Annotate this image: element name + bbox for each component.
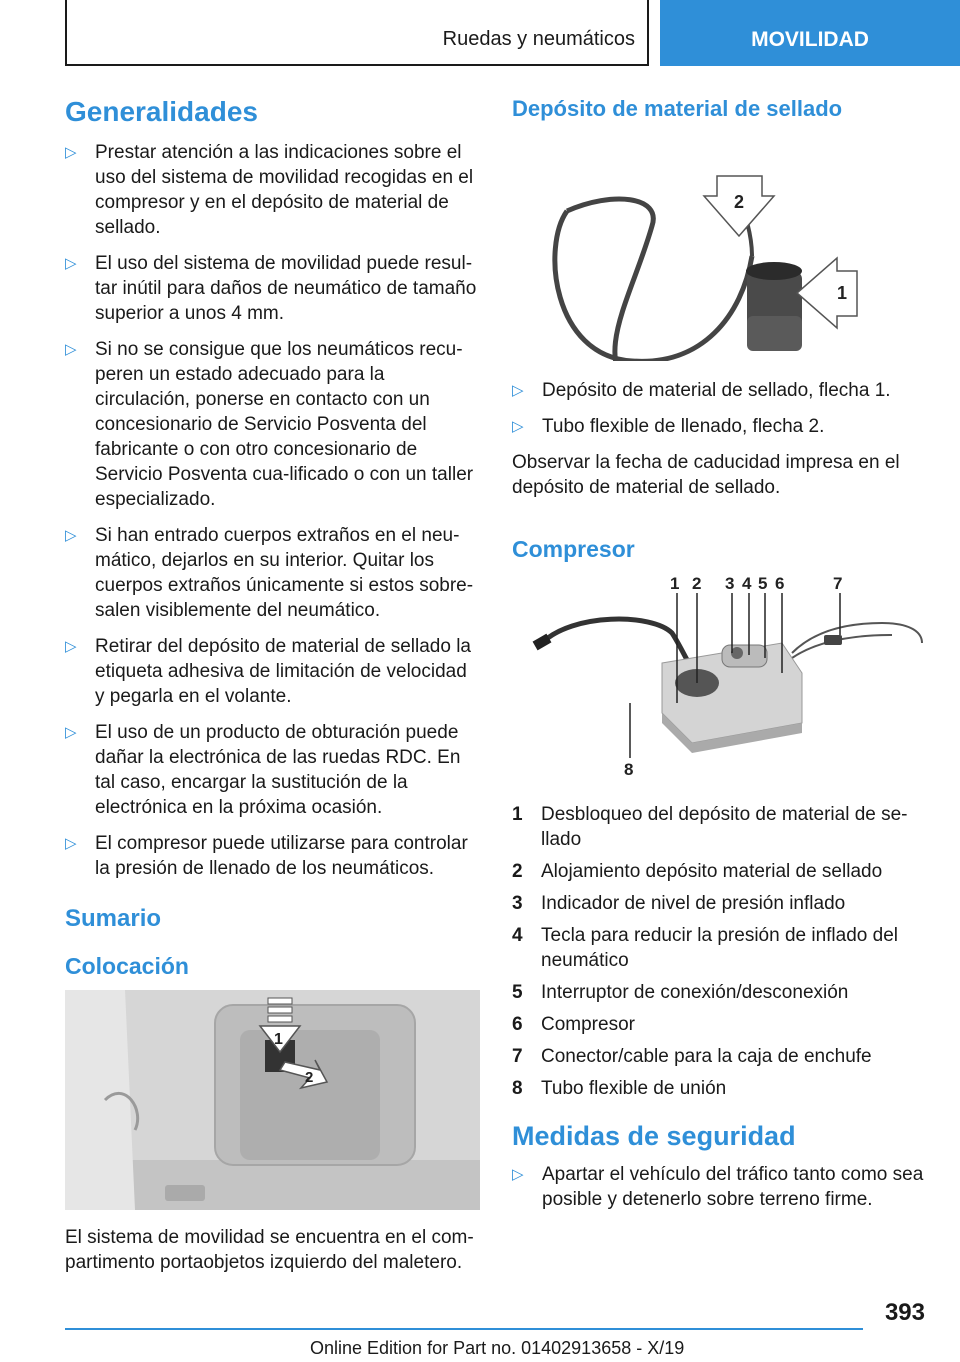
legend-item: 8 Tubo flexible de unión	[512, 1078, 727, 1099]
callout-7: 7	[833, 574, 843, 593]
footer-edition: Online Edition for Part no. 01402913658 - X/19	[310, 1338, 685, 1358]
list-item: ▷ El uso de un producto de obturación puede dañar la electrónica de las ruedas RDC. En tal caso, encargar la sustitución de la electrónica en la próxima ocasión.	[65, 722, 461, 818]
list-item: ▷ Prestar atención a las indicaciones sobre el uso del sistema de movilidad recogidas en el compresor y en el depósito de material de sellado.	[65, 142, 474, 238]
deposito-note: Observar la fecha de caducidad impresa en el depósito de material de sellado.	[512, 452, 900, 498]
seguridad-list	[512, 1162, 927, 1212]
callout-6: 6	[775, 574, 785, 593]
heading-generalidades: Generalidades	[65, 96, 258, 127]
colocacion-text: El sistema de movilidad se encuentra en el com‐partimento portaobjetos izquierdo del maletero.	[65, 1227, 474, 1273]
triangle-bullet-icon: ▷	[65, 527, 77, 544]
list-item: ▷ Si han entrado cuerpos extraños en el neu‐mático, dejarlos en su interior. Quitar los cuerpos extraños únicamente si estos sobre‐salen visiblemente del neumático.	[65, 525, 474, 621]
list-item: ▷ Tubo flexible de llenado, flecha 2.	[512, 416, 825, 437]
arrow-1-icon	[797, 258, 857, 328]
generalidades-list	[65, 140, 480, 881]
triangle-bullet-icon: ▷	[65, 638, 77, 655]
deposito-list	[512, 378, 927, 439]
legend-item: 4 Tecla para reducir la presión de inflado del neumático	[512, 925, 898, 971]
right-column	[512, 96, 927, 1223]
arrow-1-label: 1	[274, 1031, 283, 1048]
legend-item: 7 Conector/cable para la caja de enchufe	[512, 1046, 872, 1067]
header-section-title: Ruedas y neumáticos	[442, 28, 635, 50]
list-item: ▷ El uso del sistema de movilidad puede resul‐tar inútil para daños de neumático de tamaño superior a unos 4 mm.	[65, 253, 477, 324]
list-item: ▷ Apartar el vehículo del tráfico tanto como sea posible y detenerlo sobre terreno firme.	[512, 1164, 924, 1210]
legend-item: 5 Interruptor de conexión/desconexión	[512, 982, 849, 1003]
triangle-bullet-icon: ▷	[512, 382, 524, 399]
heading-deposito: Depósito de material de sellado	[512, 96, 843, 121]
legend-item: 1 Desbloqueo del depósito de material de se‐llado	[512, 804, 908, 850]
callout-3: 3	[725, 574, 735, 593]
heading-compresor: Compresor	[512, 536, 635, 562]
heading-colocacion: Colocación	[65, 953, 189, 979]
triangle-bullet-icon: ▷	[65, 835, 77, 852]
triangle-bullet-icon: ▷	[65, 255, 77, 272]
triangle-bullet-icon: ▷	[512, 418, 524, 435]
footer-divider	[65, 1328, 863, 1330]
heading-seguridad: Medidas de seguridad	[512, 1121, 796, 1151]
legend-item: 2 Alojamiento depósito material de sellado	[512, 861, 883, 882]
callout-5: 5	[758, 574, 768, 593]
callout-8: 8	[624, 760, 634, 779]
callout-4: 4	[742, 574, 752, 593]
page-number: 393	[884, 1299, 925, 1326]
list-item: ▷ El compresor puede utilizarse para controlar la presión de llenado de los neumáticos.	[65, 833, 468, 879]
arrow-2-label: 2	[305, 1069, 314, 1086]
header-chapter-tab: MOVILIDAD	[660, 0, 960, 66]
left-column	[65, 96, 480, 1275]
callout-1: 1	[670, 574, 680, 593]
legend-item: 3 Indicador de nivel de presión inflado	[512, 893, 846, 914]
list-item: ▷ Depósito de material de sellado, flecha 1.	[512, 380, 891, 401]
triangle-bullet-icon: ▷	[65, 144, 77, 161]
compresor-legend	[512, 802, 927, 1101]
trunk-compartment-image	[65, 990, 480, 1215]
arrow-1-label: 1	[837, 283, 848, 303]
list-item: ▷ Si no se consigue que los neumáticos recu‐peren un estado adecuado para la circulación, ponerse en contacto con un concesionario de Servicio Posventa del fabricante o con otro concesionario de Servicio Posventa cua‐lificado o con un taller especializado.	[65, 339, 474, 510]
callout-2: 2	[692, 574, 702, 593]
legend-item: 6 Compresor	[512, 1014, 635, 1035]
list-item: ▷ Retirar del depósito de material de sellado la etiqueta adhesiva de limitación de velocidad y pegarla en el volante.	[65, 636, 471, 707]
compressor-image	[512, 573, 927, 788]
triangle-bullet-icon: ▷	[512, 1166, 524, 1183]
arrow-2-label: 2	[734, 192, 745, 212]
sealant-container-image	[512, 136, 927, 366]
heading-sumario: Sumario	[65, 905, 162, 932]
arrow-2-icon	[704, 176, 774, 236]
triangle-bullet-icon: ▷	[65, 724, 77, 741]
triangle-bullet-icon: ▷	[65, 341, 77, 358]
